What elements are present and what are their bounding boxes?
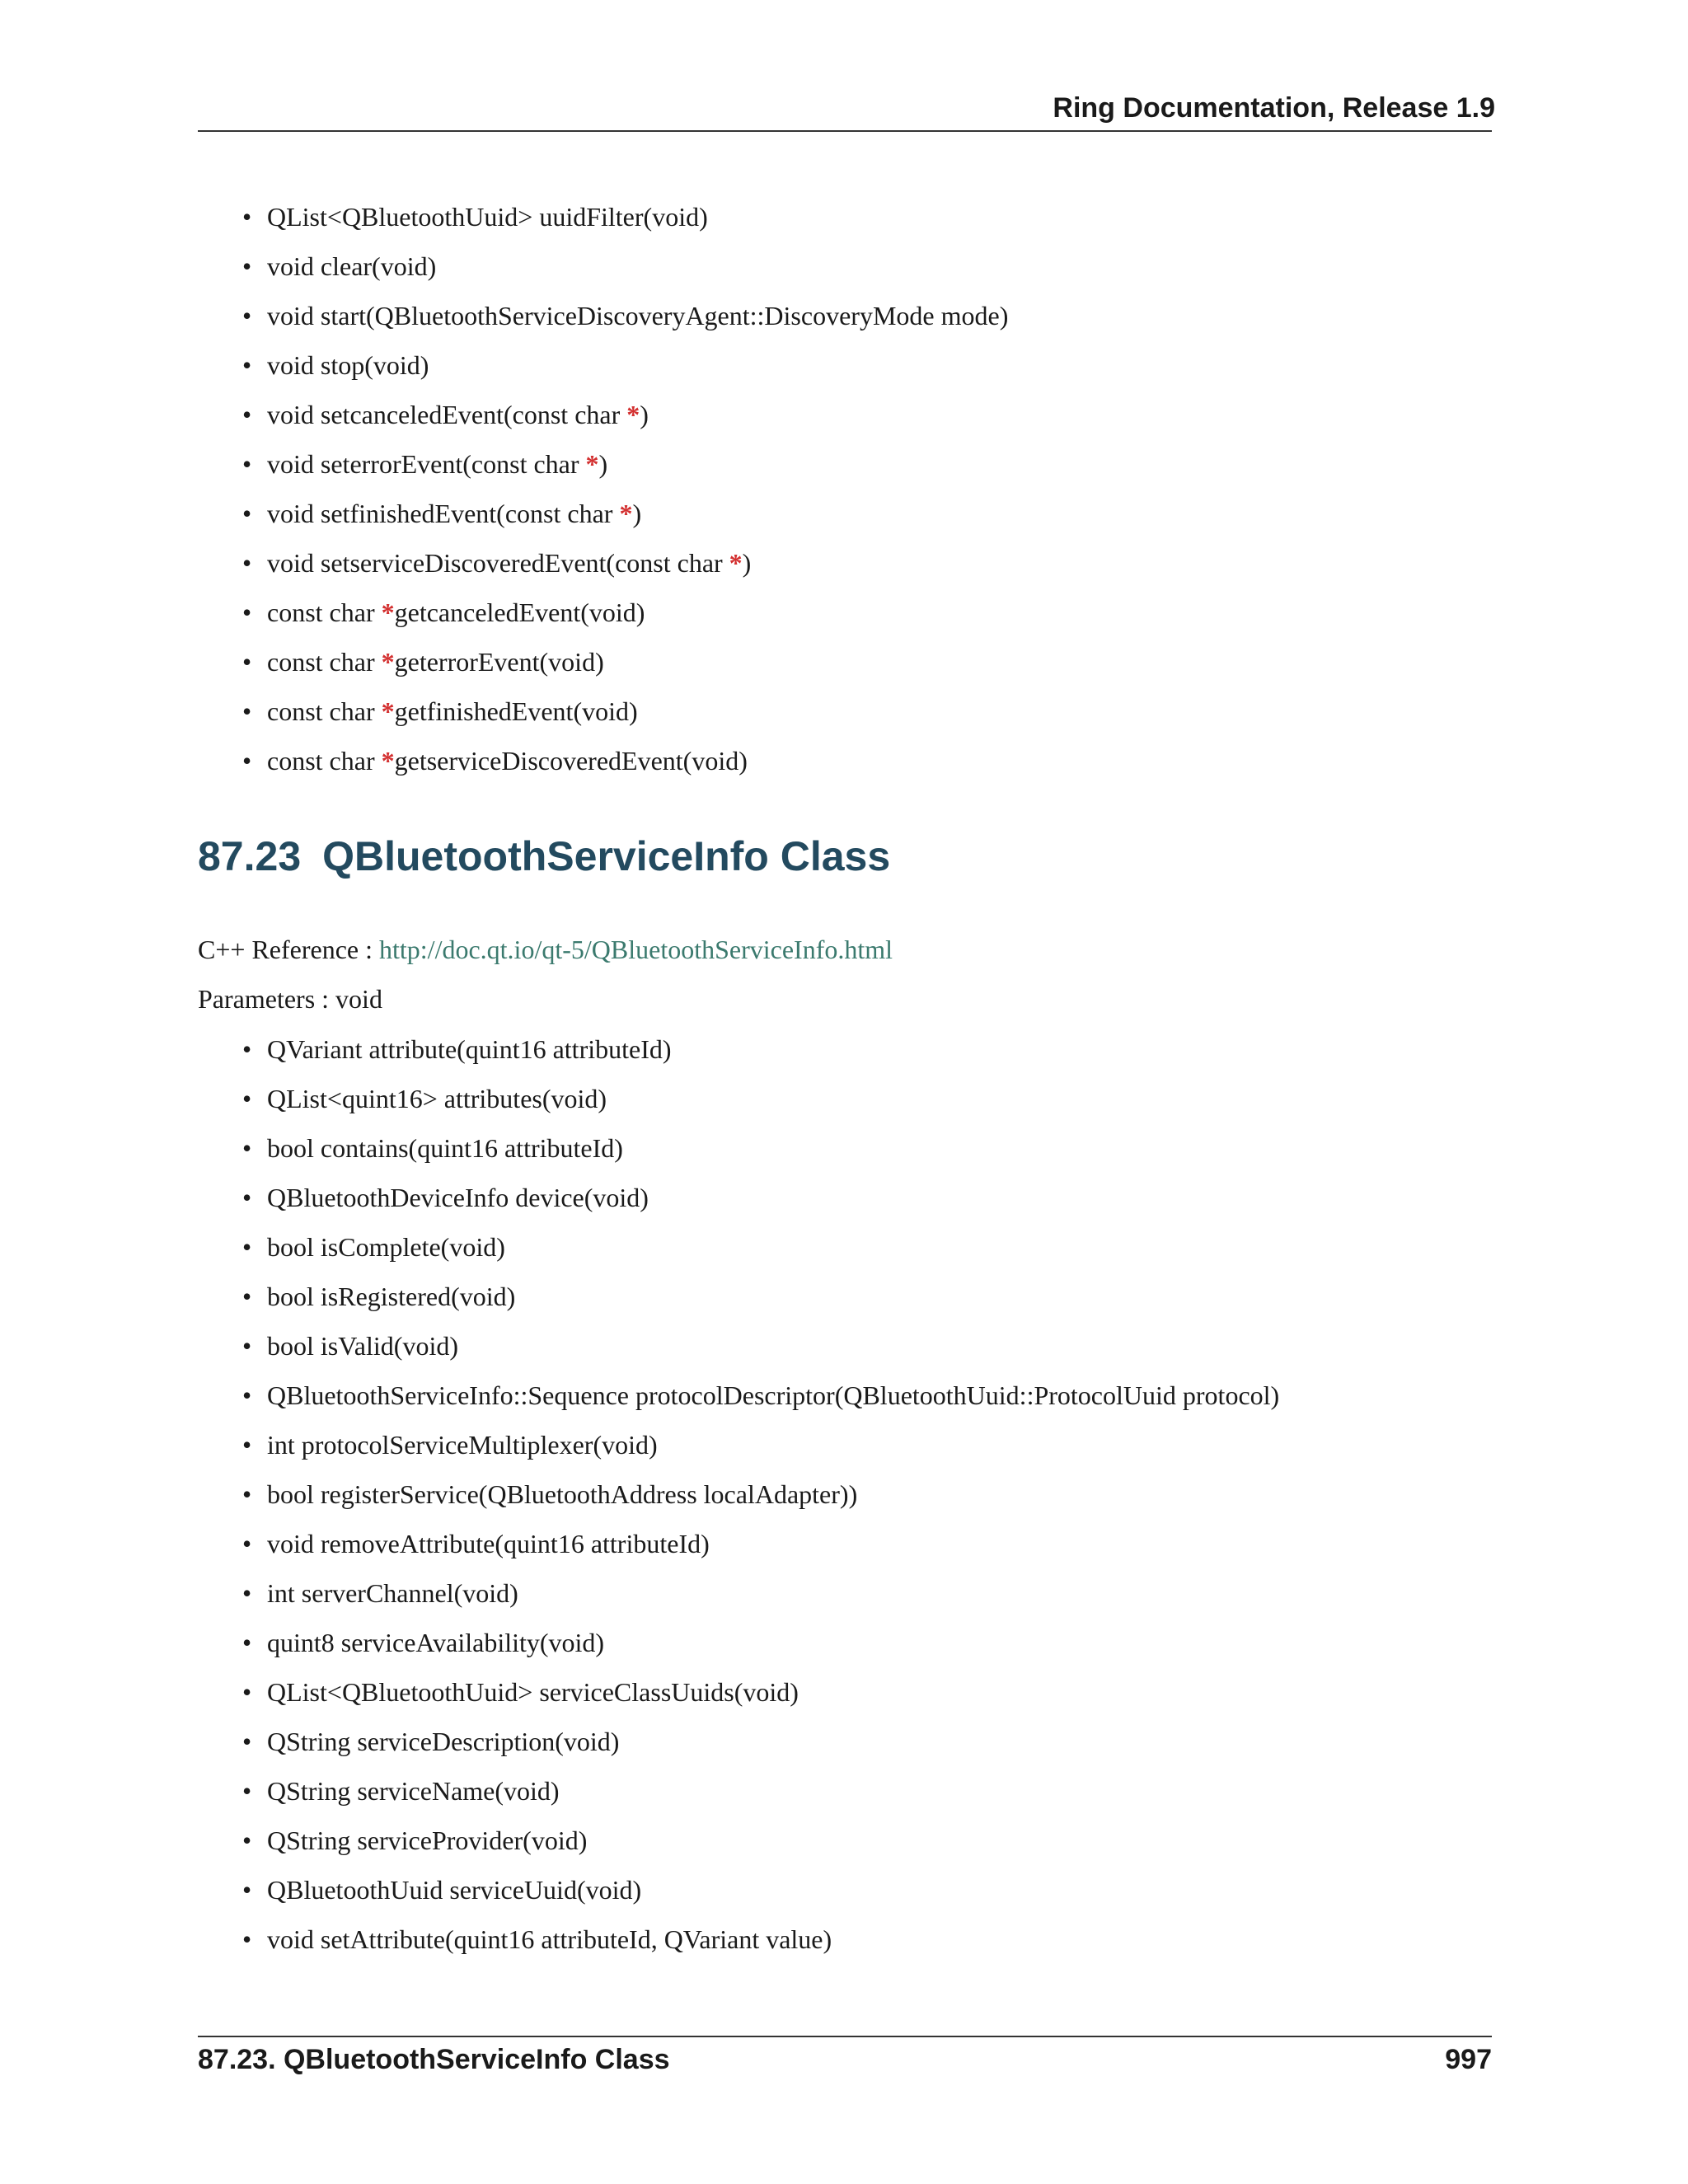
pointer-asterisk: * (381, 696, 395, 726)
footer-rule (198, 2036, 1492, 2037)
list-item (239, 1024, 1279, 1074)
method-signature-text: ) (640, 400, 649, 429)
bullet-marker: • (242, 1529, 252, 1558)
bullet-marker: • (242, 696, 252, 726)
list-item (239, 1519, 1279, 1568)
bullet-marker: • (242, 1331, 252, 1361)
list-item (239, 1816, 1279, 1865)
parameters-line: Parameters : void (198, 984, 382, 1014)
pointer-asterisk: * (585, 449, 599, 479)
bullet-marker: • (242, 647, 252, 677)
method-signature-text: bool contains(quint16 attributeId) (267, 1133, 623, 1163)
header-rule (198, 130, 1492, 132)
method-signature-text: ) (742, 548, 752, 578)
method-signature-text: void setAttribute(quint16 attributeId, QVariant value) (267, 1924, 832, 1954)
list-item (239, 1865, 1279, 1915)
bullet-marker: • (242, 548, 252, 578)
bullet-marker: • (242, 1430, 252, 1460)
bullet-marker: • (242, 1776, 252, 1806)
bullet-marker: • (242, 202, 252, 232)
list-item (239, 1667, 1279, 1717)
method-signature-text: ) (632, 499, 642, 528)
list-item (239, 1469, 1279, 1519)
pointer-asterisk: * (381, 598, 395, 627)
bullet-marker: • (242, 350, 252, 380)
pointer-asterisk: * (381, 746, 395, 776)
method-signature-text: bool isValid(void) (267, 1331, 458, 1361)
footer-section-label: 87.23. QBluetoothServiceInfo Class (198, 2044, 670, 2075)
list-item (239, 1321, 1279, 1371)
bullet-marker: • (242, 1727, 252, 1756)
list-item (239, 538, 1008, 588)
list-item (239, 291, 1008, 340)
list-item (239, 390, 1008, 439)
pointer-asterisk: * (381, 647, 395, 677)
method-signature-text: QString serviceProvider(void) (267, 1825, 588, 1855)
bullet-marker: • (242, 598, 252, 627)
method-signature-text: bool isComplete(void) (267, 1232, 505, 1262)
bullet-marker: • (242, 1380, 252, 1410)
method-signature-text: QBluetoothUuid serviceUuid(void) (267, 1875, 642, 1905)
method-signature-text: int serverChannel(void) (267, 1578, 518, 1608)
page-number: 997 (1445, 2044, 1492, 2075)
method-signature-text: const char (267, 647, 382, 677)
method-signature-text: int protocolServiceMultiplexer(void) (267, 1430, 658, 1460)
list-item (239, 1371, 1279, 1420)
method-list-service-info (239, 1024, 1279, 1964)
list-item (239, 1915, 1279, 1964)
method-signature-text: getcanceledEvent(void) (394, 598, 645, 627)
list-item (239, 1717, 1279, 1766)
method-signature-text: geterrorEvent(void) (394, 647, 604, 677)
section-title-text: QBluetoothServiceInfo Class (322, 833, 891, 879)
bullet-marker: • (242, 449, 252, 479)
bullet-marker: • (242, 400, 252, 429)
method-signature-text: void stop(void) (267, 350, 429, 380)
method-signature-text: QString serviceName(void) (267, 1776, 560, 1806)
bullet-marker: • (242, 251, 252, 281)
list-item (239, 1568, 1279, 1618)
method-signature-text: QVariant attribute(quint16 attributeId) (267, 1034, 672, 1064)
bullet-marker: • (242, 1875, 252, 1905)
list-item (239, 489, 1008, 538)
bullet-marker: • (242, 1479, 252, 1509)
list-item (239, 1173, 1279, 1222)
method-signature-text: quint8 serviceAvailability(void) (267, 1628, 605, 1657)
list-item (239, 588, 1008, 637)
list-item (239, 241, 1008, 291)
list-item (239, 192, 1008, 241)
bullet-marker: • (242, 1825, 252, 1855)
method-signature-text: QString serviceDescription(void) (267, 1727, 620, 1756)
bullet-marker: • (242, 1677, 252, 1707)
list-item (239, 1222, 1279, 1272)
method-signature-text: const char (267, 598, 382, 627)
method-signature-text: void start(QBluetoothServiceDiscoveryAgent::DiscoveryMode mode) (267, 301, 1009, 330)
method-signature-text: void clear(void) (267, 251, 437, 281)
list-item (239, 1766, 1279, 1816)
method-signature-text: getserviceDiscoveredEvent(void) (394, 746, 748, 776)
method-signature-text: bool isRegistered(void) (267, 1282, 516, 1311)
pointer-asterisk: * (626, 400, 640, 429)
bullet-marker: • (242, 1282, 252, 1311)
section-number: 87.23 (198, 833, 302, 879)
pointer-asterisk: * (619, 499, 633, 528)
method-signature-text: QList<QBluetoothUuid> serviceClassUuids(void) (267, 1677, 799, 1707)
bullet-marker: • (242, 1084, 252, 1113)
bullet-marker: • (242, 746, 252, 776)
list-item (239, 736, 1008, 785)
method-list-top (239, 192, 1008, 785)
list-item (239, 1420, 1279, 1469)
method-signature-text: bool registerService(QBluetoothAddress localAdapter)) (267, 1479, 858, 1509)
list-item (239, 1618, 1279, 1667)
list-item (239, 1272, 1279, 1321)
bullet-marker: • (242, 1183, 252, 1212)
bullet-marker: • (242, 301, 252, 330)
method-signature-text: QList<QBluetoothUuid> uuidFilter(void) (267, 202, 708, 232)
list-item (239, 1123, 1279, 1173)
bullet-marker: • (242, 1034, 252, 1064)
method-signature-text: QList<quint16> attributes(void) (267, 1084, 607, 1113)
method-signature-text: ) (598, 449, 608, 479)
section-heading (198, 832, 890, 880)
running-header: Ring Documentation, Release 1.9 (1053, 92, 1495, 124)
method-signature-text: const char (267, 696, 382, 726)
method-signature-text: void setcanceledEvent(const char (267, 400, 627, 429)
cpp-reference-line (198, 933, 893, 966)
bullet-marker: • (242, 499, 252, 528)
pointer-asterisk: * (729, 548, 743, 578)
method-signature-text: void seterrorEvent(const char (267, 449, 586, 479)
method-signature-text: void removeAttribute(quint16 attributeId) (267, 1529, 710, 1558)
list-item (239, 687, 1008, 736)
bullet-marker: • (242, 1924, 252, 1954)
method-signature-text: QBluetoothDeviceInfo device(void) (267, 1183, 649, 1212)
list-item (239, 1074, 1279, 1123)
list-item (239, 340, 1008, 390)
bullet-marker: • (242, 1232, 252, 1262)
cpp-reference-label: C++ Reference : (198, 935, 379, 964)
list-item (239, 439, 1008, 489)
list-item (239, 637, 1008, 687)
method-signature-text: QBluetoothServiceInfo::Sequence protocolDescriptor(QBluetoothUuid::ProtocolUuid protocol) (267, 1380, 1280, 1410)
bullet-marker: • (242, 1133, 252, 1163)
method-signature-text: getfinishedEvent(void) (394, 696, 638, 726)
bullet-marker: • (242, 1578, 252, 1608)
method-signature-text: void setserviceDiscoveredEvent(const char (267, 548, 729, 578)
cpp-reference-link[interactable]: http://doc.qt.io/qt-5/QBluetoothServiceInfo.html (379, 935, 893, 964)
method-signature-text: void setfinishedEvent(const char (267, 499, 620, 528)
bullet-marker: • (242, 1628, 252, 1657)
method-signature-text: const char (267, 746, 382, 776)
